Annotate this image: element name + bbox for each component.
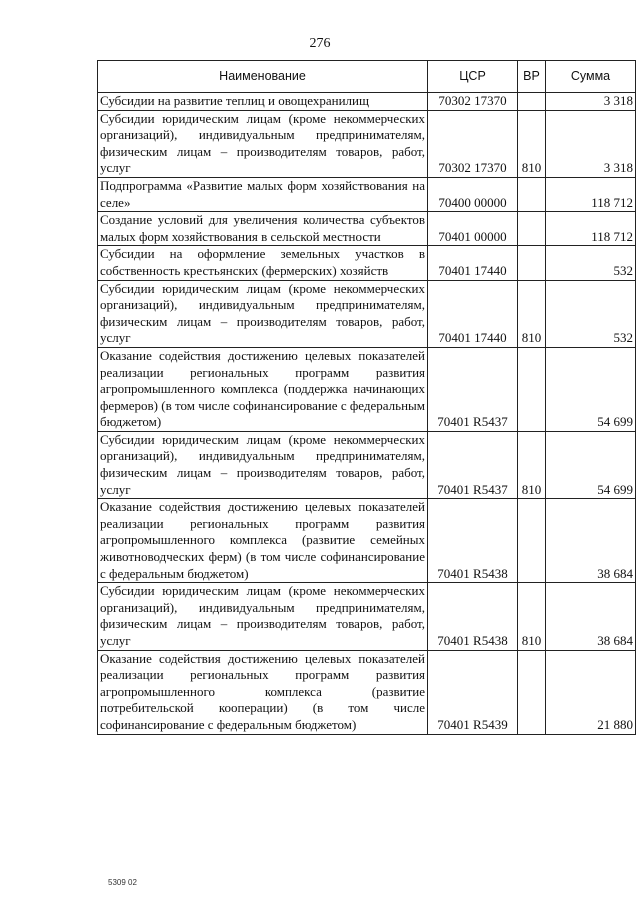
cell-csr: 70401 R5438: [428, 583, 518, 650]
cell-vr: 810: [518, 280, 546, 347]
table-header-row: [98, 61, 636, 93]
cell-sum: 38 684: [546, 583, 636, 650]
header-csr: ЦСР: [428, 61, 518, 93]
cell-csr: 70302 17370: [428, 93, 518, 111]
cell-sum: 54 699: [546, 347, 636, 431]
cell-sum: 3 318: [546, 110, 636, 177]
cell-csr: 70401 R5438: [428, 499, 518, 583]
cell-name: [98, 177, 428, 211]
table-row: [98, 212, 636, 246]
table-row: [98, 110, 636, 177]
table-row: [98, 431, 636, 498]
cell-name: [98, 583, 428, 650]
cell-sum: 3 318: [546, 93, 636, 111]
budget-table: [97, 60, 636, 735]
cell-sum: 532: [546, 246, 636, 280]
table-row: [98, 177, 636, 211]
cell-name-text: Оказание содействия достижению целевых показателей реализации региональных программ развития агропромышленного комплекса (поддержка начинающих фермеров) (в том числе софинансирование с федеральным бюджетом): [100, 347, 425, 430]
cell-name-text: Субсидии юридическим лицам (кроме некоммерческих организаций), индивидуальным предпринимателям, физическим лицам – производителям товаров, работ, услуг: [100, 280, 425, 346]
cell-sum: 21 880: [546, 650, 636, 734]
cell-name: [98, 347, 428, 431]
cell-csr: 70400 00000: [428, 177, 518, 211]
cell-vr: [518, 93, 546, 111]
cell-name-text: Субсидии на оформление земельных участков в собственность крестьянских (фермерских) хозяйств: [100, 246, 425, 278]
cell-name-text: Субсидии юридическим лицам (кроме некоммерческих организаций), индивидуальным предпринимателям, физическим лицам – производителям товаров, работ, услуг: [100, 431, 425, 497]
table-row: [98, 499, 636, 583]
table-row: [98, 280, 636, 347]
cell-name: [98, 280, 428, 347]
cell-csr: 70302 17370: [428, 110, 518, 177]
cell-name-text: Субсидии на развитие теплиц и овощехранилищ: [100, 93, 369, 108]
cell-sum: 38 684: [546, 499, 636, 583]
table-row: [98, 583, 636, 650]
cell-vr: 810: [518, 431, 546, 498]
cell-vr: [518, 177, 546, 211]
cell-name-text: Оказание содействия достижению целевых показателей реализации региональных программ развития агропромышленного комплекса (развитие семейных животноводческих ферм) (в том числе софинансирование с федеральным бюджетом): [100, 499, 425, 581]
cell-name: [98, 93, 428, 111]
table-row: [98, 347, 636, 431]
cell-sum: 118 712: [546, 212, 636, 246]
cell-csr: 70401 00000: [428, 212, 518, 246]
cell-sum: 532: [546, 280, 636, 347]
header-name: Наименование: [98, 61, 428, 93]
cell-sum: 118 712: [546, 177, 636, 211]
cell-csr: 70401 R5439: [428, 650, 518, 734]
header-sum: Сумма: [546, 61, 636, 93]
table-row: [98, 93, 636, 111]
cell-name: [98, 499, 428, 583]
cell-name-text: Создание условий для увеличения количества субъектов малых форм хозяйствования в сельской местности: [100, 212, 425, 244]
table-body: [98, 93, 636, 735]
table-row: [98, 650, 636, 734]
cell-sum: 54 699: [546, 431, 636, 498]
footer-code: 5309 02: [108, 878, 137, 887]
cell-vr: [518, 246, 546, 280]
cell-name-text: Субсидии юридическим лицам (кроме некоммерческих организаций), индивидуальным предпринимателям, физическим лицам – производителям товаров, работ, услуг: [100, 110, 425, 176]
cell-vr: 810: [518, 583, 546, 650]
cell-csr: 70401 17440: [428, 246, 518, 280]
cell-name: [98, 110, 428, 177]
page-number: 276: [309, 36, 331, 51]
cell-name: [98, 650, 428, 734]
cell-vr: [518, 212, 546, 246]
cell-name-text: Подпрограмма «Развитие малых форм хозяйствования на селе»: [100, 177, 425, 210]
header-vr: ВР: [518, 61, 546, 93]
cell-vr: [518, 499, 546, 583]
cell-csr: 70401 17440: [428, 280, 518, 347]
cell-vr: [518, 347, 546, 431]
cell-csr: 70401 R5437: [428, 431, 518, 498]
cell-csr: 70401 R5437: [428, 347, 518, 431]
cell-name-text: Оказание содействия достижению целевых показателей реализации региональных программ развития агропромышленного комплекса (развитие потребительской кооперации) (в том числе софинансирование с федеральным бюджетом): [100, 650, 425, 732]
cell-name: [98, 431, 428, 498]
cell-name: [98, 212, 428, 246]
cell-vr: [518, 650, 546, 734]
cell-name: [98, 246, 428, 280]
table-row: [98, 246, 636, 280]
cell-vr: 810: [518, 110, 546, 177]
cell-name-text: Субсидии юридическим лицам (кроме некоммерческих организаций), индивидуальным предпринимателям, физическим лицам – производителям товаров, работ, услуг: [100, 583, 425, 648]
